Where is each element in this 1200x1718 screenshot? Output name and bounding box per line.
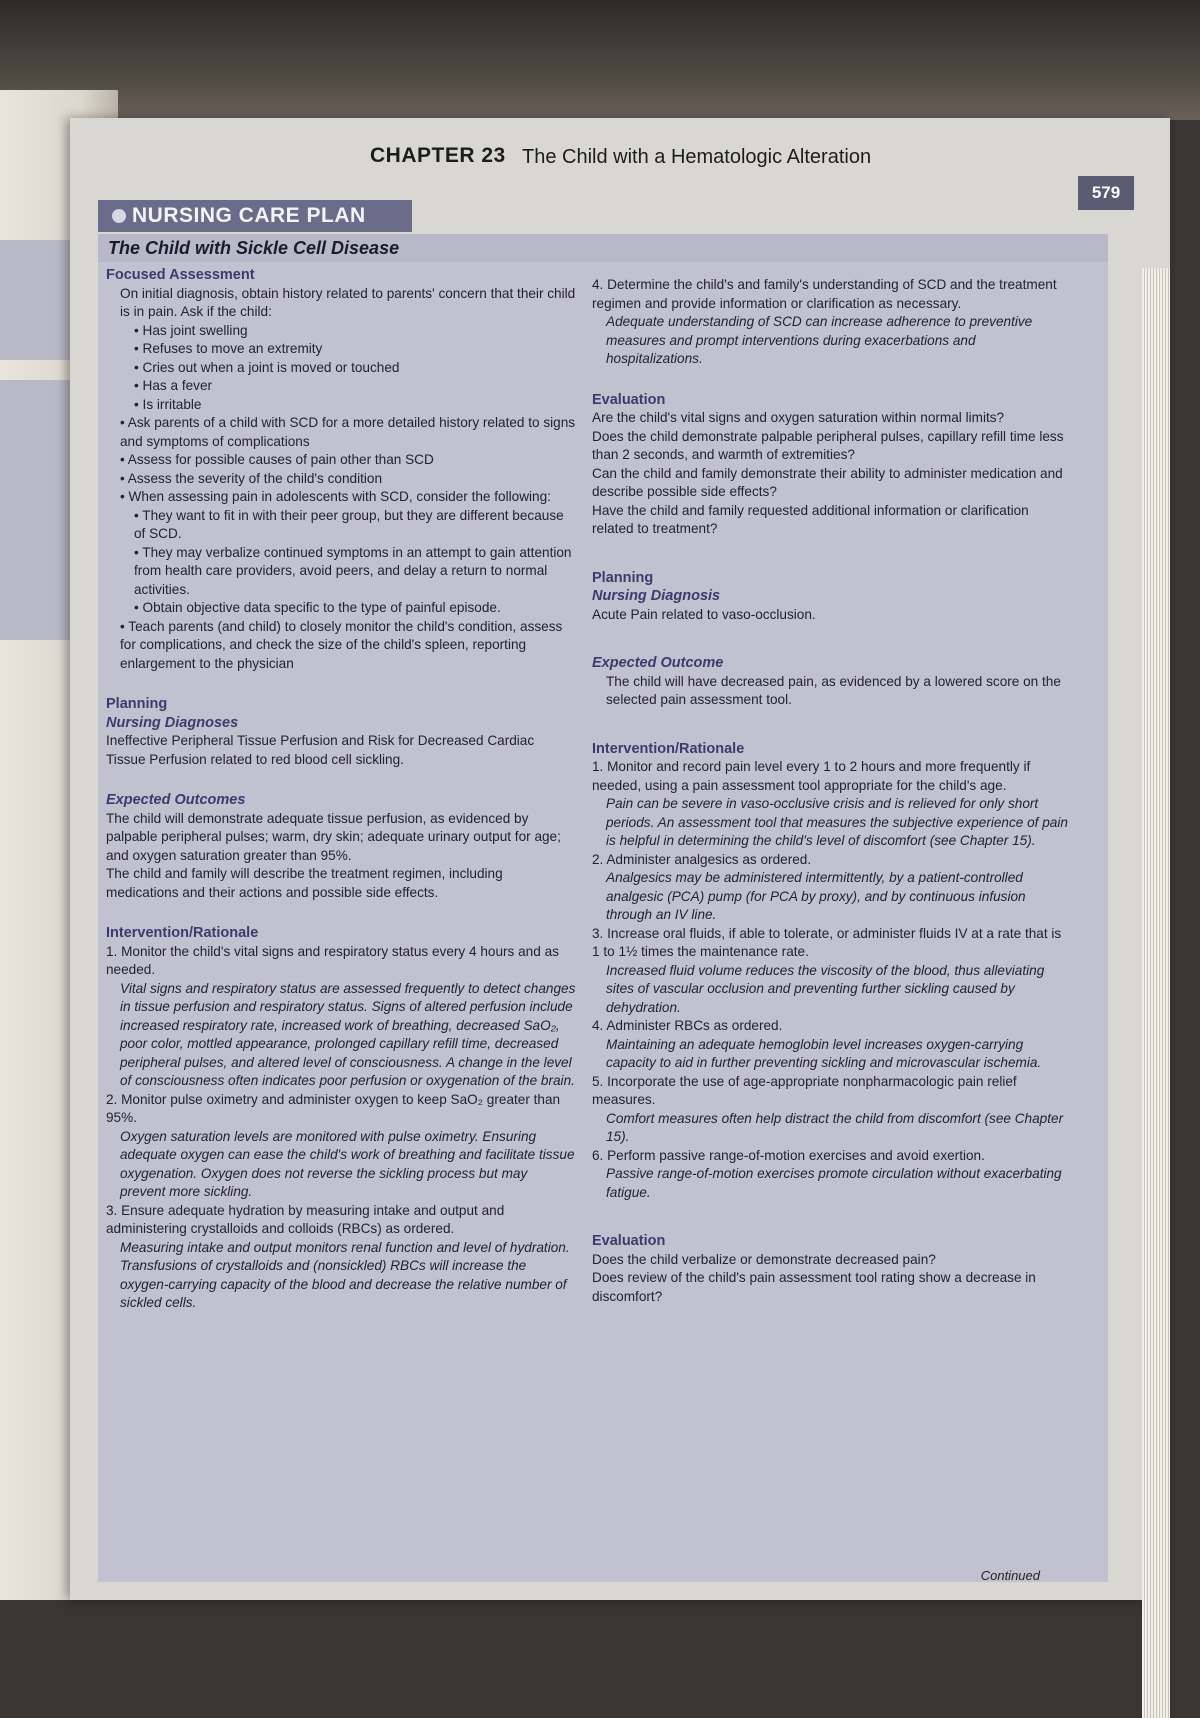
child-signs-list bbox=[106, 322, 576, 415]
evaluation-item-text: Does the child demonstrate palpable peripheral pulses, capillary refill time less than 2 seconds, and warmth of extremities? bbox=[592, 428, 1064, 462]
left-page-panel-band bbox=[0, 380, 78, 640]
expected-outcome-2: The child and family will describe the treatment regimen, including medications and their actions and possible side effects. bbox=[106, 866, 503, 900]
assessment-item-text: When assessing pain in adolescents with SCD, consider the following: bbox=[128, 489, 551, 504]
bullet-icon: • bbox=[134, 341, 143, 356]
pain-intervention-5-rationale: Comfort measures often help distract the child from discomfort (see Chapter 15). bbox=[606, 1110, 1064, 1144]
evaluation-item bbox=[592, 502, 1072, 539]
pain-intervention-3: 3. Increase oral fluids, if able to tolerate, or administer fluids IV at a rate that is 1 to 1½ times the maintenance rate. bbox=[592, 925, 1062, 959]
evaluation-item-text: Can the child and family demonstrate their ability to administer medication and describe possible side effects? bbox=[592, 465, 1063, 499]
intervention-4: 4. Determine the child's and family's understanding of SCD and the treatment regimen and provide information or clarification as necessary. bbox=[592, 277, 1057, 311]
child-sign-item-text: Has joint swelling bbox=[142, 322, 248, 338]
child-sign-item-text: Refuses to move an extremity bbox=[142, 341, 323, 356]
evaluation-item-text: Does the child verbalize or demonstrate decreased pain? bbox=[592, 1251, 936, 1267]
page-number: 579 bbox=[1078, 176, 1134, 210]
child-sign-item bbox=[134, 322, 576, 341]
pain-intervention-4: 4. Administer RBCs as ordered. bbox=[592, 1018, 783, 1033]
assessment-item bbox=[120, 414, 576, 451]
assessment-item-text: Ask parents of a child with SCD for a more detailed history related to signs and symptoms of complications bbox=[120, 415, 576, 449]
bullet-icon: • bbox=[120, 489, 129, 504]
assessment-item bbox=[120, 470, 576, 489]
adolescent-item bbox=[134, 507, 576, 544]
nursing-diagnoses-heading: Nursing Diagnoses bbox=[106, 714, 239, 731]
evaluation-item bbox=[592, 1251, 1072, 1270]
assessment-item bbox=[120, 488, 576, 507]
child-sign-item-text: Is irritable bbox=[142, 396, 202, 412]
evaluation-item bbox=[592, 1269, 1072, 1306]
evaluation-item bbox=[592, 428, 1072, 465]
assessment-item-text: Assess for possible causes of pain other than SCD bbox=[127, 452, 434, 467]
textbook-page bbox=[70, 118, 1170, 1600]
left-column bbox=[106, 266, 576, 1313]
evaluation-item bbox=[592, 409, 1072, 428]
intervention-1: 1. Monitor the child's vital signs and respiratory status every 4 hours and as needed. bbox=[106, 943, 559, 977]
pain-intervention-1: 1. Monitor and record pain level every 1 to 2 hours and more frequently if needed, using a pain assessment tool appropriate for the child's age. bbox=[592, 759, 1031, 793]
assessment-item bbox=[120, 451, 576, 470]
evaluation-item-text: Have the child and family requested additional information or clarification related to treatment? bbox=[592, 502, 1029, 536]
bullet-icon: • bbox=[134, 322, 143, 338]
assessment-list bbox=[106, 414, 576, 507]
right-column bbox=[592, 276, 1072, 1306]
child-sign-item bbox=[134, 359, 576, 378]
planning-heading: Planning bbox=[106, 696, 168, 712]
intervention-1-rationale: Vital signs and respiratory status are assessed frequently to detect changes in tissue perfusion and respiratory status. Signs of altered perfusion include increased respiratory rate, increased work of breathing, decreased SaO₂, poor color, mottled appearance, prolonged capillary refill time, decreased peripheral pulses, and altered level of consciousness. A change in the level of consciousness often indicates poor perfusion or oxygenation of the brain. bbox=[120, 980, 576, 1088]
nursing-diagnosis-heading: Nursing Diagnosis bbox=[592, 588, 721, 604]
child-sign-item bbox=[134, 340, 576, 359]
nursing-diagnosis-text: Acute Pain related to vaso-occlusion. bbox=[592, 606, 816, 622]
evaluation-heading-2: Evaluation bbox=[592, 1233, 666, 1249]
adolescent-considerations-list bbox=[106, 507, 576, 618]
bullet-icon: • bbox=[120, 452, 128, 467]
assessment-intro: On initial diagnosis, obtain history related to parents' concern that their child is in pain. Ask if the child: bbox=[120, 285, 576, 319]
bullet-icon: • bbox=[134, 396, 143, 412]
intervention-3: 3. Ensure adequate hydration by measuring intake and output and administering crystalloids and colloids (RBCs) as ordered. bbox=[106, 1202, 505, 1236]
care-plan-banner bbox=[98, 200, 412, 232]
page-edges bbox=[1142, 268, 1170, 1718]
expected-outcome-text: The child will have decreased pain, as evidenced by a lowered score on the selected pain assessment tool. bbox=[606, 673, 1061, 707]
intervention-4-rationale: Adequate understanding of SCD can increase adherence to preventive measures and prompt interventions during exacerbations and hospitalizations. bbox=[606, 314, 1033, 366]
pain-intervention-1-rationale: Pain can be severe in vaso-occlusive crisis and is relieved for only short periods. An assessment tool that measures the subjective experience of pain is helpful in determining the child's level of discomfort (see Chapter 15). bbox=[606, 796, 1068, 848]
adolescent-item-text: Obtain objective data specific to the type of painful episode. bbox=[142, 600, 501, 615]
evaluation-heading: Evaluation bbox=[592, 391, 666, 408]
expected-outcome-1: The child will demonstrate adequate tissue perfusion, as evidenced by palpable peripheral pulses; warm, dry skin; adequate urinary output for age; and oxygen saturation greater than 95%. bbox=[106, 810, 561, 863]
bullet-icon: • bbox=[134, 378, 143, 393]
expected-outcomes-heading: Expected Outcomes bbox=[106, 792, 246, 808]
care-plan-panel bbox=[98, 262, 1108, 1582]
banner-circle-icon bbox=[112, 209, 126, 223]
child-sign-item bbox=[134, 377, 576, 396]
chapter-title: The Child with a Hematologic Alteration bbox=[522, 146, 872, 168]
pain-intervention-6-rationale: Passive range-of-motion exercises promote circulation without exacerbating fatigue. bbox=[606, 1166, 1062, 1200]
planning-heading-right: Planning bbox=[592, 569, 654, 586]
bullet-icon: • bbox=[134, 600, 143, 615]
intervention-2: 2. Monitor pulse oximetry and administer oxygen to keep SaO₂ greater than 95%. bbox=[106, 1091, 561, 1125]
chapter-label: CHAPTER 23 bbox=[370, 144, 506, 167]
intervention-rationale-heading: Intervention/Rationale bbox=[106, 925, 259, 941]
nursing-diagnoses-text: Ineffective Peripheral Tissue Perfusion and Risk for Decreased Cardiac Tissue Perfusion related to red blood cell sickling. bbox=[106, 733, 535, 767]
child-sign-item-text: Cries out when a joint is moved or touched bbox=[142, 359, 400, 375]
evaluation-list bbox=[592, 409, 1072, 539]
expected-outcome-heading: Expected Outcome bbox=[592, 655, 724, 671]
teach-parents-item: • Teach parents (and child) to closely monitor the child's condition, assess for complications, and check the size of the child's spleen, reporting enlargement to the physician bbox=[120, 618, 563, 671]
evaluation-item bbox=[592, 465, 1072, 502]
pain-intervention-2-rationale: Analgesics may be administered intermittently, by a patient-controlled analgesic (PCA) pump (for PCA by proxy), and by continuous infusion through an IV line. bbox=[606, 870, 1026, 922]
care-plan-title: The Child with Sickle Cell Disease bbox=[98, 234, 1108, 262]
intervention-3-rationale: Measuring intake and output monitors renal function and level of hydration. Transfusions of crystalloids and (nonsickled) RBCs will increase the oxygen-carrying capacity of the blood and decrease the relative number of sickled cells. bbox=[120, 1239, 570, 1310]
focused-assessment-heading: Focused Assessment bbox=[106, 267, 255, 283]
continued-label: Continued bbox=[980, 1568, 1040, 1583]
evaluation-item-text: Are the child's vital signs and oxygen saturation within normal limits? bbox=[592, 410, 1005, 425]
intervention-2-rationale: Oxygen saturation levels are monitored with pulse oximetry. Ensuring adequate oxygen can ease the child's work of breathing and facilitate tissue oxygenation. Oxygen does not reverse the sickling process but may prevent more sickling. bbox=[120, 1128, 575, 1199]
evaluation-item-text: Does review of the child's pain assessment tool rating show a decrease in discomfort? bbox=[592, 1270, 1036, 1304]
adolescent-item-text: They may verbalize continued symptoms in an attempt to gain attention from health care providers, avoid peers, and delay a return to normal activities. bbox=[134, 544, 572, 597]
bullet-icon: • bbox=[134, 359, 143, 375]
care-plan-banner-label: NURSING CARE PLAN bbox=[132, 204, 366, 227]
pain-intervention-2: 2. Administer analgesics as ordered. bbox=[592, 851, 812, 867]
left-page-panel-band bbox=[0, 240, 78, 360]
intervention-rationale-heading-right: Intervention/Rationale bbox=[592, 740, 745, 757]
background-desk bbox=[0, 0, 1200, 120]
bullet-icon: • bbox=[134, 507, 143, 523]
evaluation-list-2 bbox=[592, 1251, 1072, 1307]
bullet-icon: • bbox=[120, 470, 128, 486]
adolescent-item-text: They want to fit in with their peer group, but they are different because of SCD. bbox=[134, 507, 564, 541]
adolescent-item bbox=[134, 544, 576, 600]
pain-intervention-3-rationale: Increased fluid volume reduces the viscosity of the blood, thus alleviating sites of vascular occlusion and preventing further sickling caused by dehydration. bbox=[606, 962, 1045, 1015]
bullet-icon: • bbox=[134, 544, 143, 560]
adolescent-item bbox=[134, 599, 576, 618]
pain-intervention-4-rationale: Maintaining an adequate hemoglobin level increases oxygen-carrying capacity to aid in further preventing sickling and microvascular ischemia. bbox=[606, 1036, 1042, 1070]
pain-intervention-5: 5. Incorporate the use of age-appropriate nonpharmacologic pain relief measures. bbox=[592, 1073, 1017, 1107]
child-sign-item bbox=[134, 396, 576, 415]
child-sign-item-text: Has a fever bbox=[142, 378, 213, 393]
assessment-item-text: Assess the severity of the child's condition bbox=[127, 470, 383, 486]
bullet-icon: • bbox=[120, 415, 128, 430]
page-header bbox=[370, 144, 1130, 180]
pain-intervention-6: 6. Perform passive range-of-motion exercises and avoid exertion. bbox=[592, 1147, 985, 1163]
